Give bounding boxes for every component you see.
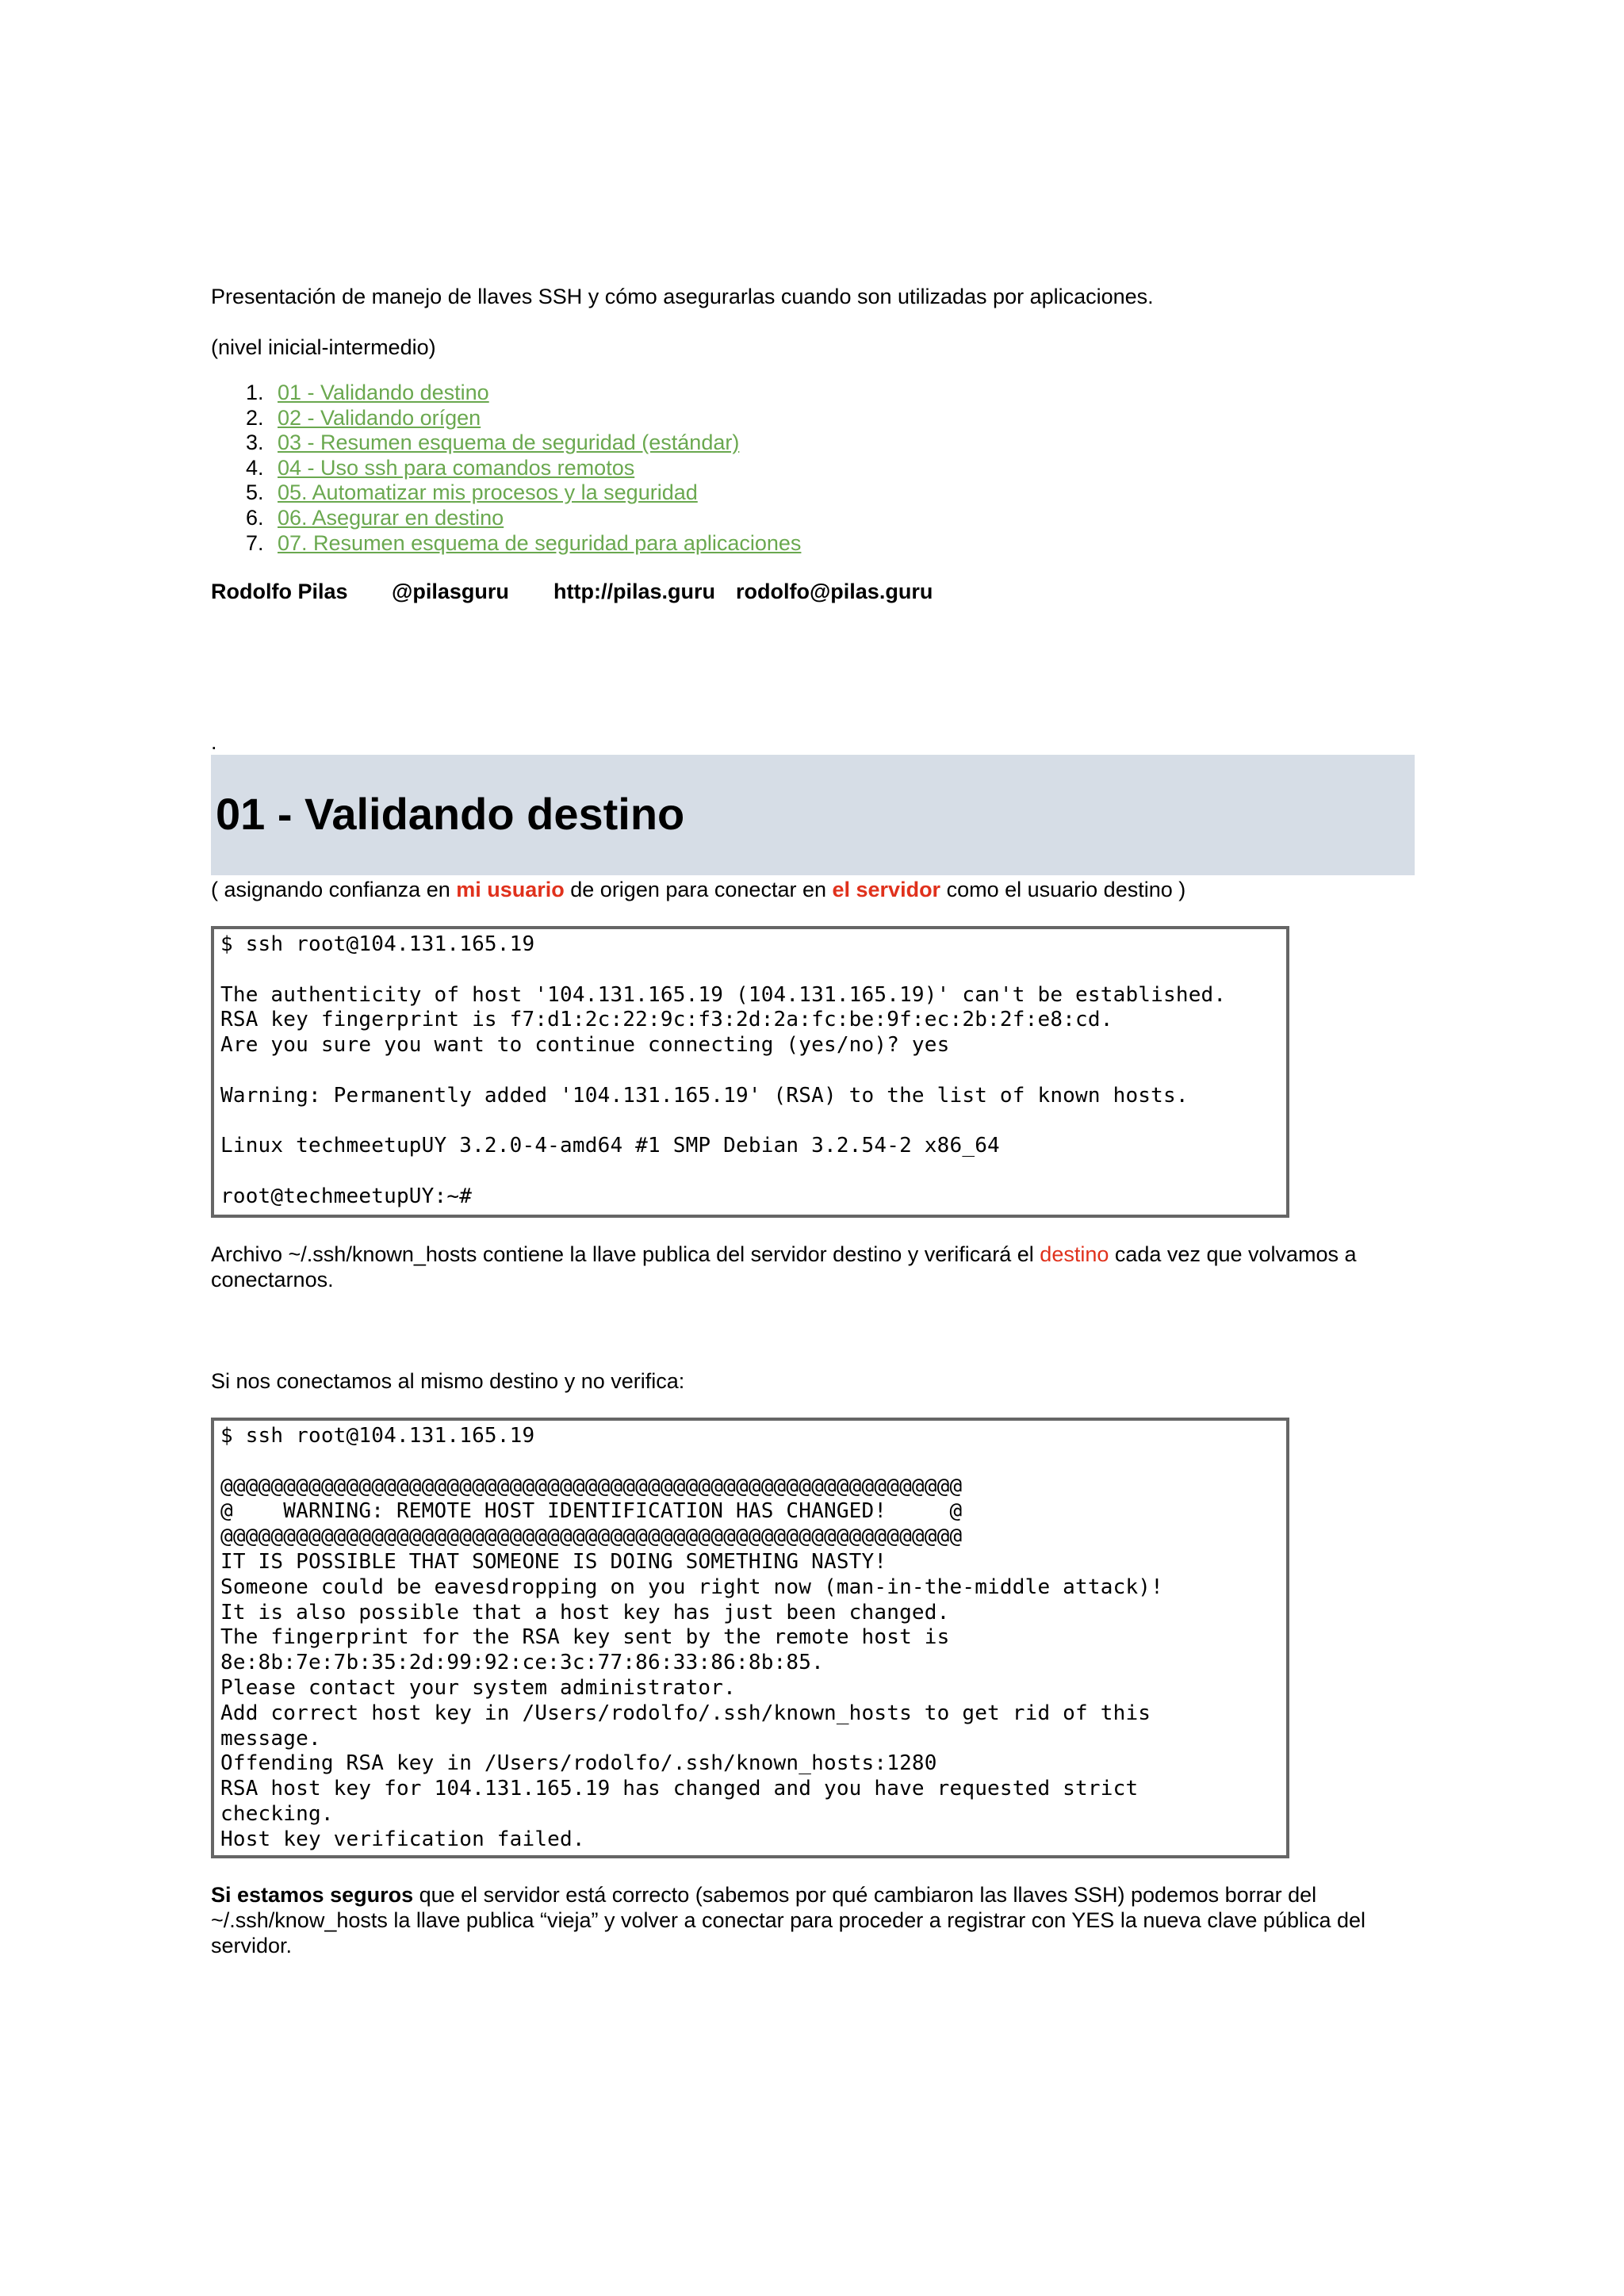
toc-link-automatizar[interactable]: 05. Automatizar mis procesos y la seguridad	[278, 480, 698, 505]
toc-number: 2.	[246, 405, 264, 430]
toc-link-resumen-estandar[interactable]: 03 - Resumen esquema de seguridad (estándar)	[278, 430, 740, 455]
toc-number: 6.	[246, 505, 264, 530]
section-subtitle	[211, 875, 1185, 904]
subtitle-text: ( asignando confianza en	[211, 878, 457, 901]
paragraph-text: cada vez que volvamos a conectarnos.	[211, 1242, 1357, 1292]
level-text: (nivel inicial-intermedio)	[211, 335, 436, 359]
toc-item	[211, 456, 801, 481]
table-of-contents	[211, 381, 801, 556]
author-line	[211, 577, 933, 606]
no-verify-paragraph: Si nos conectamos al mismo destino y no verifica:	[211, 1369, 685, 1393]
author-site: http://pilas.guru	[553, 580, 715, 603]
remove-old-key-paragraph	[211, 1882, 1400, 1958]
toc-item	[211, 430, 801, 456]
section-heading-band	[211, 755, 1415, 875]
paragraph-bold-text: Si estamos seguros	[211, 1883, 414, 1907]
author-handle: @pilasguru	[392, 580, 509, 603]
toc-number: 1.	[246, 381, 264, 404]
toc-link-comandos-remotos[interactable]: 04 - Uso ssh para comandos remotos	[278, 455, 635, 480]
subtitle-text: de origen para conectar en	[564, 878, 833, 901]
toc-link-asegurar-destino[interactable]: 06. Asegurar en destino	[278, 505, 504, 530]
separator-dot: .	[211, 730, 217, 754]
toc-item	[211, 531, 801, 557]
paragraph-text: Archivo ~/.ssh/known_hosts contiene la llave publica del servidor destino y verificará el	[211, 1242, 1040, 1266]
toc-item	[211, 406, 801, 431]
toc-link-validando-destino[interactable]: 01 - Validando destino	[278, 381, 489, 404]
intro-text: Presentación de manejo de llaves SSH y cómo asegurarlas cuando son utilizadas por aplicaciones.	[211, 285, 1154, 308]
toc-number: 7.	[246, 530, 264, 555]
toc-number: 5.	[246, 480, 264, 505]
toc-link-validando-origen[interactable]: 02 - Validando orígen	[278, 405, 481, 430]
subtitle-highlight-el-servidor: el servidor	[832, 878, 941, 901]
toc-number: 3.	[246, 430, 264, 455]
section-title: 01 - Validando destino	[216, 789, 685, 839]
toc-item	[211, 381, 801, 406]
author-name: Rodolfo Pilas	[211, 580, 348, 603]
toc-link-resumen-aplicaciones[interactable]: 07. Resumen esquema de seguridad para aplicaciones	[278, 530, 802, 555]
toc-number: 4.	[246, 455, 264, 480]
paragraph-text: que el servidor está correcto (sabemos por qué cambiaron las llaves SSH) podemos borrar del ~/.ssh/know_hosts la llave publica “vieja” y volver a conectar para proceder a registrar con YES la nueva clave pública del servidor.	[211, 1883, 1366, 1957]
paragraph-highlight-destino: destino	[1040, 1242, 1109, 1266]
terminal-output-host-changed: $ ssh root@104.131.165.19 @@@@@@@@@@@@@@@@@@@@@@@@@@@@@@@@@@@@@@@@@@@@@@@@@@@@@@@@@@@ @ WARNING: REMOTE HOST IDENTIFICATION HAS CHANGED! @ @@@@@@@@@@@@@@@@@@@@@@@@@@@@@@@@@@@@@@@@@@@@@@@@@@@@@@@@@@@ IT IS POSSIBLE THAT SOMEONE IS DOING SOMETHING NASTY! Someone could be eavesdropping on you right now (man-in-the-middle attack)! It is also possible that a host key has just been changed. The fingerprint for the RSA key sent by the remote host is 8e:8b:7e:7b:35:2d:99:92:ce:3c:77:86:33:86:8b:85. Please contact your system administrator. Add correct host key in /Users/rodolfo/.ssh/known_hosts to get rid of this message. Offending RSA key in /Users/rodolfo/.ssh/known_hosts:1280 RSA host key for 104.131.165.19 has changed and you have requested strict checking. Host key verification failed.	[211, 1418, 1289, 1858]
known-hosts-paragraph	[211, 1242, 1400, 1292]
author-email: rodolfo@pilas.guru	[736, 580, 933, 603]
toc-item	[211, 506, 801, 531]
subtitle-text: como el usuario destino )	[940, 878, 1186, 901]
terminal-output-first-connect: $ ssh root@104.131.165.19 The authenticity of host '104.131.165.19 (104.131.165.19)' can't be established. RSA key fingerprint is f7:d1:2c:22:9c:f3:2d:2a:fc:be:9f:ec:2b:2f:e8:cd. Are you sure you want to continue connecting (yes/no)? yes Warning: Permanently added '104.131.165.19' (RSA) to the list of known hosts. Linux techmeetupUY 3.2.0-4-amd64 #1 SMP Debian 3.2.54-2 x86_64 root@techmeetupUY:~#	[211, 926, 1289, 1218]
subtitle-highlight-mi-usuario: mi usuario	[456, 878, 565, 901]
toc-item	[211, 480, 801, 506]
